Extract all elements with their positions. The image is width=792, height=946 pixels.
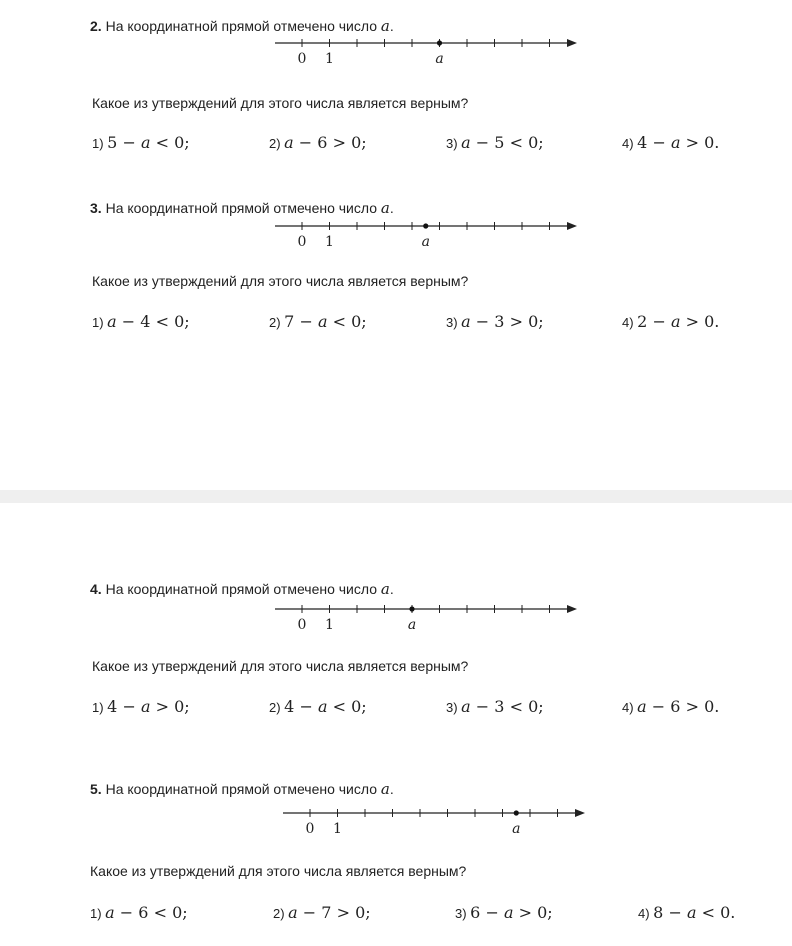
expr-minus: − — [294, 697, 318, 716]
answer-option-index: 2) — [273, 906, 289, 921]
expr-variable: a — [686, 903, 697, 922]
expr-variable: a — [461, 697, 471, 716]
expr-relation: > — [680, 312, 705, 331]
expr-end: ; — [365, 903, 371, 922]
expr-zero: 0 — [355, 903, 366, 922]
expr-relation: < — [327, 697, 352, 716]
number-line — [275, 33, 585, 73]
expr-relation: < — [150, 312, 175, 331]
expr-number: 4 — [107, 697, 118, 716]
expr-minus: − — [293, 133, 318, 152]
answer-option-expression — [107, 312, 189, 331]
problem-variable: a — [380, 580, 390, 598]
expr-relation: < — [148, 903, 173, 922]
expr-variable: a — [637, 697, 647, 716]
number-line-label-a: a — [435, 51, 444, 67]
problem-number: 4. — [90, 581, 102, 597]
expr-zero: 0 — [174, 697, 185, 716]
expr-minus: − — [294, 312, 318, 331]
expr-end: ; — [184, 133, 190, 152]
expr-relation: < — [504, 133, 529, 152]
answer-option-index: 3) — [446, 136, 462, 151]
answer-option-expression — [284, 312, 366, 331]
problem-number: 3. — [90, 200, 102, 216]
number-line — [275, 216, 585, 256]
number-line-point — [514, 810, 519, 815]
number-line — [275, 599, 585, 639]
expr-zero: 0 — [528, 133, 539, 152]
expr-zero: 0 — [704, 697, 715, 716]
expr-minus: − — [116, 312, 141, 331]
expr-relation: > — [327, 133, 352, 152]
answer-option-expression — [461, 312, 543, 331]
expr-end: . — [714, 133, 720, 152]
expr-minus: − — [117, 697, 141, 716]
expr-variable: a — [670, 133, 681, 152]
number-line-label-zero: 0 — [297, 51, 307, 67]
expr-minus: − — [480, 903, 504, 922]
expr-variable: a — [317, 697, 328, 716]
problem-heading: 5. На координатной прямой отмечено число a. — [90, 780, 394, 798]
expr-relation: > — [513, 903, 538, 922]
answer-option-index: 3) — [455, 906, 471, 921]
expr-end: ; — [361, 133, 367, 152]
problem-heading: 3. На координатной прямой отмечено число a. — [90, 199, 394, 217]
expr-relation: > — [680, 697, 705, 716]
expr-zero: 0 — [351, 697, 362, 716]
expr-variable: a — [288, 903, 298, 922]
expr-number: 5 — [494, 133, 505, 152]
problem-4 — [0, 580, 792, 740]
expr-end: ; — [538, 133, 544, 152]
number-line-label-one: 1 — [333, 821, 342, 837]
expr-end: ; — [184, 697, 190, 716]
expr-relation: > — [504, 312, 529, 331]
expr-minus: − — [663, 903, 687, 922]
number-line-label-a: a — [512, 821, 521, 837]
number-line-label-one: 1 — [325, 234, 334, 250]
answer-option-expression — [637, 133, 719, 152]
expr-end: ; — [182, 903, 188, 922]
expr-end: ; — [361, 697, 367, 716]
expr-variable: a — [140, 697, 151, 716]
problem-heading: 4. На координатной прямой отмечено число a. — [90, 580, 394, 598]
expr-relation: > — [150, 697, 175, 716]
answer-option-2 — [269, 697, 367, 716]
expr-number: 3 — [494, 312, 505, 331]
expr-number: 2 — [637, 312, 648, 331]
answer-option-2 — [269, 312, 367, 331]
expr-variable: a — [107, 312, 117, 331]
number-line-arrow — [567, 222, 577, 230]
answer-option-2 — [273, 903, 371, 922]
expr-number: 4 — [140, 312, 151, 331]
expr-variable: a — [105, 903, 115, 922]
expr-relation: < — [327, 312, 352, 331]
answer-option-expression — [461, 697, 543, 716]
answer-option-3 — [446, 697, 544, 716]
number-line-label-one: 1 — [325, 617, 334, 633]
problem-variable: a — [380, 17, 390, 35]
expr-number: 6 — [470, 903, 481, 922]
expr-relation: > — [331, 903, 356, 922]
number-line-point — [409, 606, 414, 611]
answer-option-index: 4) — [622, 700, 638, 715]
problem-variable: a — [380, 199, 390, 217]
answer-option-expression — [288, 903, 370, 922]
expr-number: 6 — [670, 697, 681, 716]
answer-option-3 — [446, 312, 544, 331]
problem-heading-text: На координатной прямой отмечено число — [105, 781, 381, 797]
expr-zero: 0 — [720, 903, 731, 922]
answer-option-index: 4) — [622, 136, 638, 151]
number-line-point — [423, 223, 428, 228]
answer-option-expression — [470, 903, 552, 922]
expr-relation: < — [504, 697, 529, 716]
answer-option-3 — [446, 133, 544, 152]
answer-option-index: 2) — [269, 700, 285, 715]
answer-option-index: 1) — [92, 700, 108, 715]
problem-question: Какое из утверждений для этого числа является верным? — [92, 658, 469, 674]
number-line-label-one: 1 — [325, 51, 334, 67]
answer-option-expression — [284, 697, 366, 716]
expr-minus: − — [297, 903, 322, 922]
expr-zero: 0 — [172, 903, 183, 922]
problem-question: Какое из утверждений для этого числа является верным? — [90, 863, 467, 879]
problem-number: 2. — [90, 18, 102, 34]
number-line-arrow — [567, 605, 577, 613]
expr-variable: a — [317, 312, 328, 331]
answer-option-index: 4) — [622, 315, 638, 330]
expr-minus: − — [647, 312, 671, 331]
answer-option-expression — [107, 133, 189, 152]
number-line-label-zero: 0 — [297, 617, 307, 633]
answer-option-index: 1) — [92, 136, 108, 151]
expr-end: ; — [184, 312, 190, 331]
expr-variable: a — [140, 133, 151, 152]
expr-variable: a — [461, 312, 471, 331]
answer-option-4 — [638, 903, 735, 922]
expr-minus: − — [114, 903, 139, 922]
answer-option-4 — [622, 133, 719, 152]
page-2 — [0, 503, 792, 946]
expr-minus: − — [470, 697, 495, 716]
expr-number: 7 — [284, 312, 295, 331]
expr-minus: − — [470, 133, 495, 152]
answer-option-1 — [90, 903, 188, 922]
problem-heading-text: На координатной прямой отмечено число — [105, 200, 381, 216]
problem-variable: a — [380, 780, 390, 798]
answer-option-expression — [284, 133, 366, 152]
expr-zero: 0 — [704, 133, 715, 152]
expr-end: . — [730, 903, 736, 922]
expr-number: 4 — [637, 133, 648, 152]
answer-option-2 — [269, 133, 367, 152]
expr-zero: 0 — [528, 312, 539, 331]
answer-option-4 — [622, 697, 719, 716]
answer-option-expression — [637, 312, 719, 331]
page-gap — [0, 490, 792, 503]
expr-number: 8 — [653, 903, 664, 922]
expr-variable: a — [461, 133, 471, 152]
answer-option-3 — [455, 903, 553, 922]
problem-2 — [0, 17, 792, 177]
expr-number: 6 — [317, 133, 328, 152]
answer-option-4 — [622, 312, 719, 331]
expr-minus: − — [646, 697, 671, 716]
answer-option-expression — [637, 697, 719, 716]
expr-end: ; — [538, 697, 544, 716]
answer-option-index: 4) — [638, 906, 654, 921]
number-line-label-a: a — [407, 617, 417, 633]
expr-number: 5 — [107, 133, 118, 152]
expr-number: 7 — [321, 903, 332, 922]
expr-end: ; — [361, 312, 367, 331]
expr-end: . — [714, 312, 720, 331]
answer-option-index: 2) — [269, 315, 285, 330]
problem-question: Какое из утверждений для этого числа является верным? — [92, 273, 469, 289]
answer-option-index: 1) — [92, 315, 108, 330]
answer-option-index: 3) — [446, 315, 462, 330]
expr-end: ; — [538, 312, 544, 331]
answer-option-index: 3) — [446, 700, 462, 715]
expr-zero: 0 — [174, 312, 185, 331]
answer-option-index: 1) — [90, 906, 106, 921]
problem-number: 5. — [90, 781, 102, 797]
answer-option-expression — [107, 697, 189, 716]
expr-variable: a — [670, 312, 681, 331]
answer-option-expression — [461, 133, 543, 152]
answer-option-1 — [92, 133, 190, 152]
problem-3 — [0, 199, 792, 359]
expr-relation: > — [680, 133, 705, 152]
problem-heading-text: На координатной прямой отмечено число — [105, 18, 381, 34]
number-line-label-zero: 0 — [297, 234, 307, 250]
problem-question: Какое из утверждений для этого числа является верным? — [92, 95, 469, 111]
expr-zero: 0 — [351, 312, 362, 331]
problem-5 — [0, 780, 792, 940]
expr-number: 4 — [284, 697, 295, 716]
expr-minus: − — [470, 312, 495, 331]
expr-variable: a — [284, 133, 294, 152]
expr-zero: 0 — [704, 312, 715, 331]
expr-number: 3 — [494, 697, 505, 716]
number-line-label-zero: 0 — [305, 821, 315, 837]
problem-heading: 2. На координатной прямой отмечено число a. — [90, 17, 394, 35]
expr-relation: < — [150, 133, 175, 152]
expr-number: 6 — [138, 903, 149, 922]
expr-zero: 0 — [351, 133, 362, 152]
answer-option-index: 2) — [269, 136, 285, 151]
expr-end: . — [714, 697, 720, 716]
number-line-label-a: a — [421, 234, 430, 250]
answer-option-expression — [653, 903, 735, 922]
expr-variable: a — [503, 903, 514, 922]
expr-zero: 0 — [537, 903, 548, 922]
number-line-arrow — [567, 39, 577, 47]
expr-minus: − — [117, 133, 141, 152]
expr-zero: 0 — [528, 697, 539, 716]
answer-option-1 — [92, 697, 190, 716]
expr-relation: < — [696, 903, 721, 922]
answer-option-1 — [92, 312, 190, 331]
answer-option-expression — [105, 903, 187, 922]
expr-zero: 0 — [174, 133, 185, 152]
expr-end: ; — [547, 903, 553, 922]
number-line — [283, 803, 593, 843]
number-line-point — [437, 40, 442, 45]
problem-heading-text: На координатной прямой отмечено число — [105, 581, 381, 597]
number-line-arrow — [575, 809, 585, 817]
expr-minus: − — [647, 133, 671, 152]
